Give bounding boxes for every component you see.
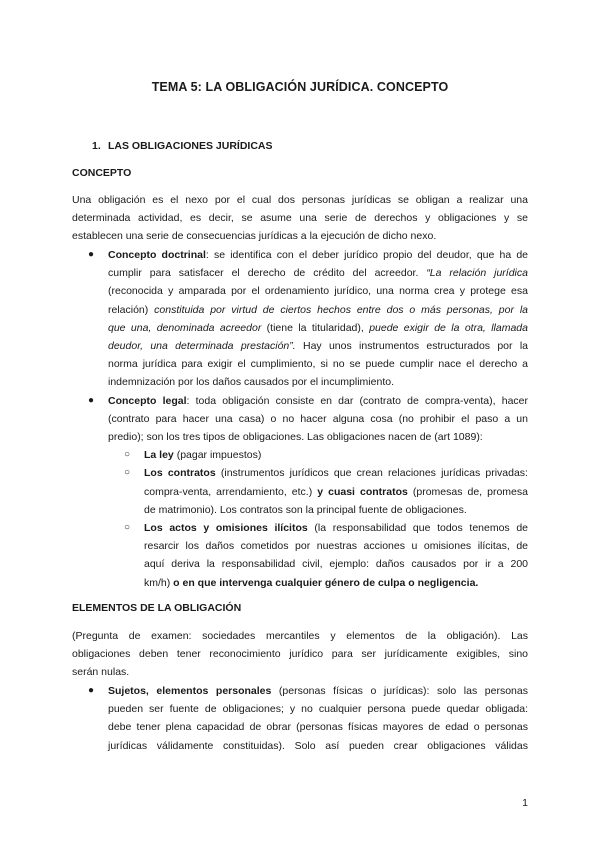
actos-label: Los actos y omisiones ilícitos <box>144 522 308 535</box>
bullet-icon: ● <box>88 249 95 260</box>
quote-run: constituida por virtud de ciertos hechos entre dos o más personas, por la <box>154 303 528 316</box>
concepto-intro <box>72 191 528 246</box>
bullet-icon: ● <box>88 394 95 406</box>
source-item-actos <box>108 519 528 592</box>
section-label: LAS OBLIGACIONES JURÍDICAS <box>108 140 273 152</box>
bullet-icon: ● <box>88 685 95 696</box>
elementos-intro <box>72 627 528 682</box>
elementos-intro-line: (Pregunta de examen: sociedades mercantiles y elementos de la obligación). Las <box>72 630 528 642</box>
text-run: : toda obligación consiste en dar (contrato de compra-venta), hacer <box>186 394 528 407</box>
text-run: debe tener plena capacidad de obrar (personas físicas mayores de edad o personas <box>108 721 528 734</box>
concepto-heading: CONCEPTO <box>72 167 132 179</box>
quote-run: puede exigir de la otra, llamada <box>369 321 528 334</box>
ley-label: La ley <box>144 449 174 462</box>
concepto-intro-line: Una obligación es el nexo por el cual dos personas jurídicas se obligan a realizar una <box>72 194 528 206</box>
list-item-doctrinal <box>72 246 528 392</box>
text-run: compra-venta, arrendamiento, etc.) <box>144 485 318 498</box>
section-number: 1. <box>92 140 101 152</box>
source-item-ley <box>108 446 528 464</box>
text-run: jurídicas válidamente constituidas). Solo así pueden crear obligaciones válidas <box>108 739 528 752</box>
cuasi-contratos-label: y cuasi contratos <box>317 485 408 498</box>
text-run: (tiene la titularidad), <box>261 321 370 334</box>
legal-label: Concepto legal <box>108 394 187 407</box>
sub-bullet-icon: ○ <box>124 467 131 479</box>
list-item-legal <box>72 392 528 592</box>
text-run: (la responsabilidad que todos tenemos de <box>307 522 529 535</box>
sub-bullet-icon: ○ <box>124 449 131 461</box>
text-run: relación) <box>108 303 155 316</box>
text-run: (instrumentos jurídicos que crean relaciones jurídicas privadas: <box>215 467 528 480</box>
text-run: predio); son los tres tipos de obligaciones. Las obligaciones nacen de (art 1089): <box>108 431 483 444</box>
concepto-intro-line: establecen una serie de consecuencias jurídicas a la ejecución de dicho nexo. <box>72 230 437 243</box>
text-run: norma jurídica para exigir el cumplimiento, si no se puede cumplir nace el derecho a <box>108 358 528 371</box>
text-run: Hay unos instrumentos estructurados por la <box>295 340 528 353</box>
culpa-text: o en que intervenga cualquier género de culpa o negligencia. <box>173 576 479 589</box>
text-run: : se identifica con el deber jurídico propio del deudor, que ha de <box>205 249 529 261</box>
elementos-list <box>72 682 528 755</box>
text-run: pueden ser fuente de obligaciones; y no cualquier persona puede quedar obligada: <box>108 703 528 716</box>
contratos-label: Los contratos <box>144 467 216 480</box>
concepto-intro-line: determinada actividad, es decir, se asume una serie de derechos y obligaciones y se <box>72 212 528 225</box>
text-run: indemnización por los daños causados por el incumplimiento. <box>108 376 394 389</box>
text-run: cumplir para satisfacer el derecho de crédito del acreedor. <box>108 267 427 280</box>
elementos-intro-line: obligaciones deben tener reconocimiento jurídico para ser jurídicamente exigibles, sino <box>72 648 528 661</box>
text-run: (reconocida y amparada por el ordenamiento jurídico, una norma crea y protege esa <box>108 285 528 298</box>
text-run: de matrimonio). Los contratos son la principal fuente de obligaciones. <box>144 503 467 516</box>
text-run: km/h) <box>144 576 174 589</box>
source-item-contratos <box>108 464 528 519</box>
text-run: (contrato para hacer una casa) o no hacer alguna cosa (no prohibir el paso a un <box>108 412 528 425</box>
sub-bullet-icon: ○ <box>124 522 131 534</box>
quote-run: que una, denominada acreedor <box>108 321 262 334</box>
sources-list <box>108 446 528 592</box>
doctrinal-label: Concepto doctrinal <box>108 249 206 261</box>
quote-run: “La relación jurídica <box>426 267 528 280</box>
list-item-sujetos <box>72 682 528 755</box>
text-run: (pagar impuestos) <box>173 449 262 462</box>
page-number: 1 <box>522 797 528 809</box>
text-run: aquí deriva la responsabilidad civil, ejemplo: daños causados por ir a 200 <box>144 558 528 571</box>
sujetos-label: Sujetos, elementos personales <box>108 685 272 697</box>
elementos-intro-line: serán nulas. <box>72 666 130 679</box>
text-run: resarcir los daños cometidos por nuestras acciones u omisiones ilícitas, de <box>144 540 528 553</box>
section-heading-1 <box>92 140 273 152</box>
text-run: (personas físicas o jurídicas): solo las personas <box>271 685 528 697</box>
elementos-heading: ELEMENTOS DE LA OBLIGACIÓN <box>72 602 242 614</box>
page-title: TEMA 5: LA OBLIGACIÓN JURÍDICA. CONCEPTO <box>151 80 449 94</box>
text-run: (promesas de, promesa <box>407 485 528 498</box>
concepto-list <box>72 246 528 592</box>
quote-run: deudor, una determinada prestación”. <box>108 340 296 353</box>
